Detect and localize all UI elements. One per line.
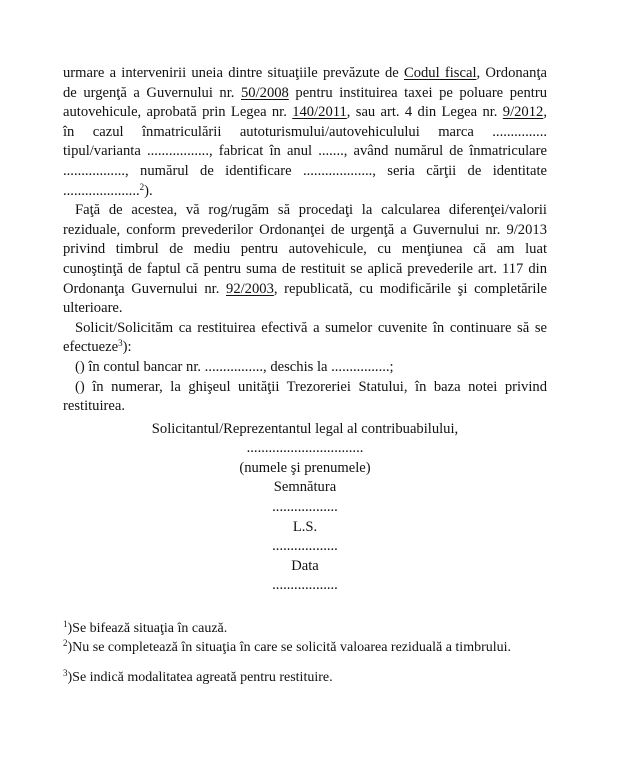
signature-field[interactable]: .................. <box>272 499 338 516</box>
signature-title: Solicitantul/Reprezentantul legal al contribuabilului, <box>151 420 459 437</box>
option-cash[interactable]: () în numerar, la ghişeul unităţii Trezoreriei Statului, în baza notei privind <box>75 378 547 395</box>
footnote-text: )Se indică modalitatea agreată pentru restituire. <box>67 670 333 685</box>
text-line: restituirea. <box>63 398 125 415</box>
footnote-3 <box>63 668 563 687</box>
paragraph-restitution <box>63 319 547 417</box>
footnote-ref: 3 <box>118 338 123 349</box>
option-bank-account[interactable]: () în contul bancar nr. ................, deschis la ................; <box>75 358 394 375</box>
text: ). <box>144 182 153 199</box>
text: , republicată, cu modificările şi completările <box>273 280 548 297</box>
text-line <box>63 338 547 358</box>
paragraph-request <box>63 201 547 319</box>
link-oug-50-2008[interactable]: 50/2008 <box>241 84 289 101</box>
text-line: privind timbrul de mediu pentru autovehicule, cu menţiunea că am luat <box>63 241 547 258</box>
signature-block <box>63 420 547 596</box>
name-label: (numele şi prenumele) <box>239 459 371 476</box>
date-label: Data <box>291 557 319 574</box>
link-lege-9-2012[interactable]: 9/2012 <box>502 104 544 121</box>
seal-field[interactable]: .................. <box>272 538 338 555</box>
text-line: tipul/varianta ................., fabricat în anul ......., având numărul de înmatriculare <box>63 143 547 160</box>
text: ..................... <box>63 182 140 199</box>
text-line: Solicit/Solicităm ca restituirea efectivă a sumelor cuvenite în continuare să se <box>75 319 547 336</box>
footnote-text: )Nu se completează în situaţia în care se solicită valoarea reziduală a timbrului. <box>67 640 512 655</box>
footnote-ref: 2 <box>139 181 145 192</box>
text: ): <box>122 339 132 356</box>
footnote-text: )Se bifează situaţia în cauză. <box>67 621 228 636</box>
text: de urgenţă a Guvernului nr. <box>63 84 241 101</box>
text: efectueze <box>63 339 119 356</box>
date-field[interactable]: .................. <box>272 577 338 594</box>
text-line: reziduale, conform prevederilor Ordonanţei de urgenţă a Guvernului nr. 9/2013 <box>63 221 547 238</box>
text: Ordonanţa Guvernului nr. <box>63 280 227 297</box>
footnote-mark: 3 <box>63 668 68 678</box>
footnote-1 <box>63 619 563 638</box>
seal-label: L.S. <box>292 518 318 535</box>
text-line: în cazul înmatriculării autoturismului/autovehiculului marca ............... <box>63 123 547 140</box>
text: autovehicule, aprobată prin Legea nr. <box>63 104 293 121</box>
link-og-92-2003[interactable]: 92/2003 <box>226 280 274 297</box>
text: urmare a intervenirii uneia dintre situaţiile prevăzute de <box>63 65 404 81</box>
text-line: ................., numărul de identificare ..................., seria cărţii de identitate <box>63 162 547 179</box>
paragraph-circumstances <box>63 64 547 201</box>
footnote-mark: 1 <box>63 619 68 629</box>
text: , <box>543 104 547 121</box>
footnote-mark: 2 <box>63 638 68 648</box>
text-line <box>63 84 547 104</box>
text-line <box>63 182 547 202</box>
text: , sau art. 4 din Legea nr. <box>346 104 503 121</box>
text-line: Faţă de acestea, vă rog/rugăm să procedaţi la calcularea diferenţei/valorii <box>75 202 547 219</box>
name-field[interactable]: ................................ <box>246 440 364 457</box>
text-line <box>63 103 547 123</box>
text: pentru instituirea taxei pe poluare pentru <box>288 84 547 101</box>
text-line: cunoştinţă de faptul că pentru suma de restituit se aplică prevederile art. 117 din <box>63 260 547 277</box>
signature-label: Semnătura <box>273 479 337 496</box>
text: , Ordonanţa <box>476 65 547 81</box>
document-body <box>63 64 547 596</box>
link-codul-fiscal[interactable]: Codul fiscal <box>403 65 477 81</box>
text-line <box>63 280 547 300</box>
text-line <box>63 64 547 84</box>
footnote-2 <box>63 638 563 657</box>
link-lege-140-2011[interactable]: 140/2011 <box>292 104 347 121</box>
text-line: ulterioare. <box>63 300 123 317</box>
